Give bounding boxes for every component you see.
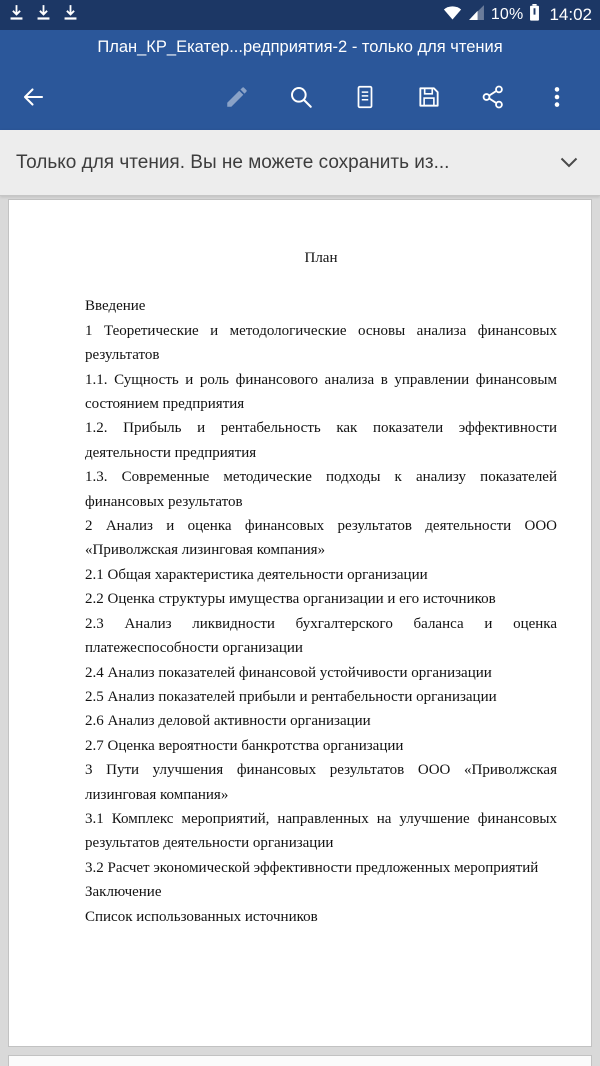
document-paragraph: 2.6 Анализ деловой активности организации [85,713,371,730]
toolbar-actions [224,84,570,110]
document-canvas[interactable] [0,196,600,1066]
cell-signal-icon [468,5,485,25]
page-gap [8,1047,592,1055]
status-notifications [8,4,79,26]
document-paragraph: Список использованных источников [85,908,318,925]
edit-icon[interactable] [224,84,250,110]
document-page[interactable] [8,199,592,1047]
document-paragraph: 1.1. Сущность и роль финансового анализа в управлении финансовым состоянием предприятия [85,371,557,413]
document-paragraph: Заключение [85,884,162,901]
document-body [85,294,557,929]
status-indicators [443,4,592,26]
document-paragraph: 2.1 Общая характеристика деятельности организации [85,566,428,583]
document-paragraph: 2 Анализ и оценка финансовых результатов деятельности ООО «Приволжская лизинговая компания» [85,518,557,559]
document-paragraph: 3 Пути улучшения финансовых результатов ООО «Приволжская лизинговая компания» [85,762,557,803]
next-page-edge [8,1055,592,1066]
download-complete-icon [35,4,52,26]
status-bar [0,0,600,30]
readonly-notice-text: Только для чтения. Вы не можете сохранить из... [16,151,450,173]
document-paragraph: 1.2. Прибыль и рентабельность как показатели эффективности деятельности предприятия [85,420,557,461]
document-paragraph: 2.2 Оценка структуры имущества организации и его источников [85,591,496,608]
document-paragraph: 2.3 Анализ ликвидности бухгалтерского баланса и оценка платежеспособности организации [85,615,557,657]
download-complete-icon [62,4,79,26]
search-icon[interactable] [288,84,314,110]
document-paragraph: Введение [85,298,146,315]
document-title-bar [0,30,600,64]
clock: 14:02 [549,5,592,24]
document-paragraph: 2.4 Анализ показателей финансовой устойчивости организации [85,664,492,681]
document-paragraph: 2.5 Анализ показателей прибыли и рентабельности организации [85,688,497,705]
chevron-down-icon[interactable] [558,153,580,172]
document-paragraph: 3.1 Комплекс мероприятий, направленных на улучшение финансовых результатов деятельности организации [85,810,557,852]
document-heading: План [304,250,338,266]
document-paragraph: 2.7 Оценка вероятности банкротства организации [85,737,404,754]
read-view-icon[interactable] [352,84,378,110]
share-icon[interactable] [480,84,506,110]
document-paragraph: 3.2 Расчет экономической эффективности предложенных мероприятий [85,859,539,876]
document-title: План_КР_Екатер...редприятия-2 - только для чтения [97,37,503,56]
readonly-notice-bar[interactable] [0,130,600,196]
battery-percent: 10% [490,6,524,23]
back-button[interactable] [20,84,46,110]
document-paragraph: 1.3. Современные методические подходы к анализу показателей финансовых результатов [85,469,557,510]
wifi-icon [443,5,462,25]
overflow-menu-icon[interactable] [544,84,570,110]
battery-icon [529,4,540,26]
download-complete-icon [8,4,25,26]
app-toolbar [0,64,600,130]
document-paragraph: 1 Теоретические и методологические основы анализа финансовых результатов [85,322,557,364]
save-icon[interactable] [416,84,442,110]
